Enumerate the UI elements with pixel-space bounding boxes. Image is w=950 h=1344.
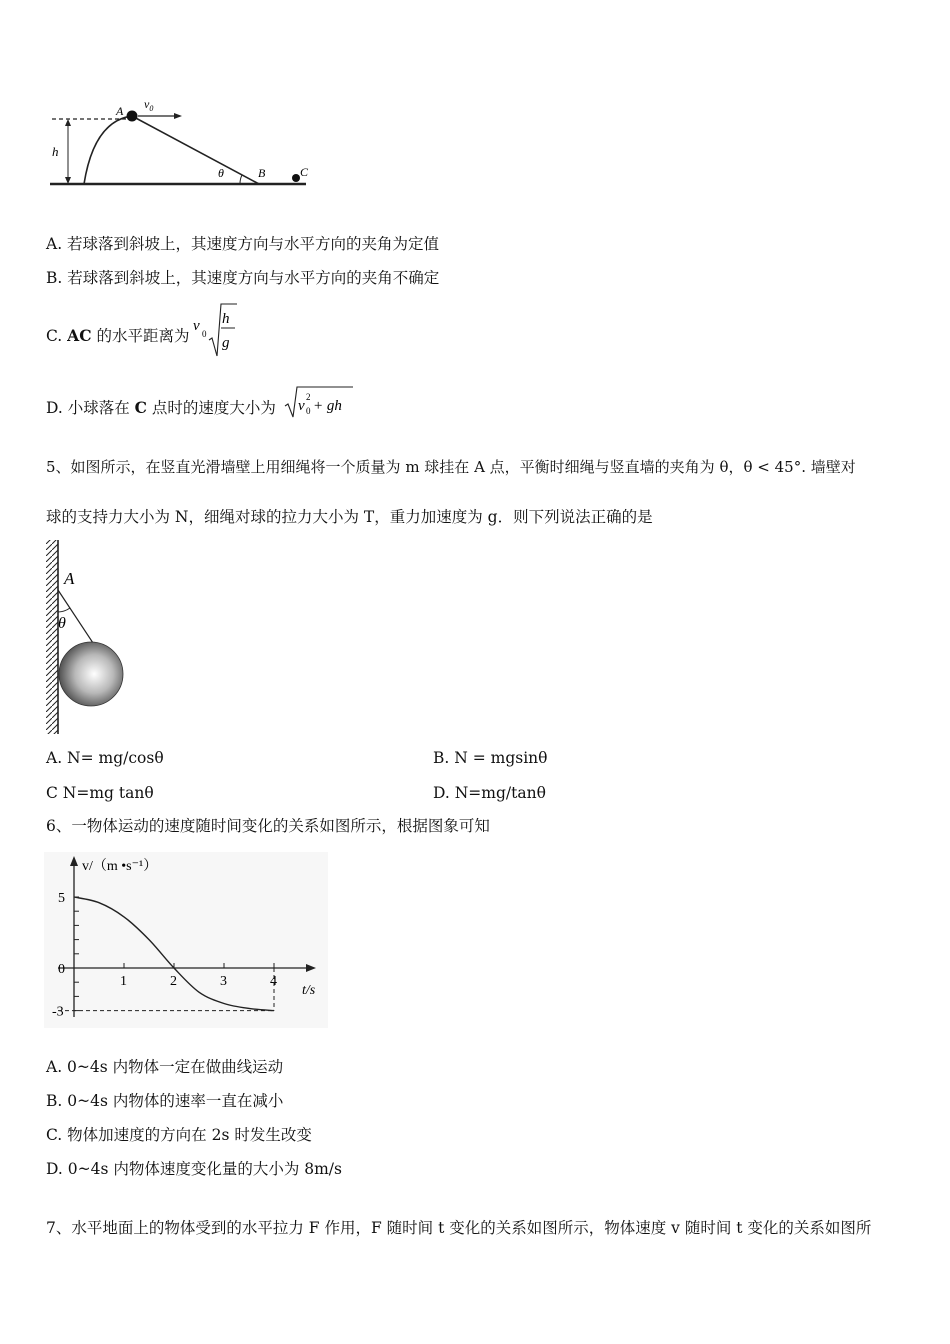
q5-stem-line1: 5、如图所示，在竖直光滑墙壁上用细绳将一个质量为 m 球挂在 A 点，平衡时细绳与竖直墙的夹角为 θ，θ < 45°. 墙壁对 <box>46 458 856 476</box>
wall-label-theta: θ <box>58 615 66 632</box>
label-theta: θ <box>218 166 224 180</box>
chart-xlabel: t/s <box>302 983 316 998</box>
theta-arc-wall <box>58 608 70 612</box>
formula-v: v <box>193 318 200 334</box>
q7-stem: 7、水平地面上的物体受到的水平拉力 F 作用，F 随时间 t 变化的关系如图所示，物体速度 v 随时间 t 变化的关系如图所 <box>46 1219 872 1237</box>
hanging-ball <box>59 642 123 706</box>
formula-den: g <box>222 335 230 351</box>
q4-option-c-text: 的水平距离为 <box>91 327 190 345</box>
q4-option-c-prefix: C. <box>46 327 68 345</box>
q4-option-c-bold: AC <box>67 326 92 345</box>
y-tick-label: -3 <box>52 1004 64 1020</box>
q5-stem-line2: 球的支持力大小为 N，细绳对球的拉力大小为 T，重力加速度为 g．则下列说法正确的是 <box>46 508 653 526</box>
label-c: C <box>300 165 309 179</box>
wall-ball-figure <box>40 538 140 738</box>
q4-option-c-formula <box>191 300 243 360</box>
slope-line <box>132 116 259 184</box>
label-h: h <box>52 144 59 159</box>
q5-option-d: D. N=mg/tanθ <box>433 784 546 802</box>
velocity-time-chart <box>44 852 328 1028</box>
q5-option-c: C N=mg tanθ <box>46 784 154 802</box>
q6-stem: 6、一物体运动的速度随时间变化的关系如图所示，根据图象可知 <box>46 817 490 835</box>
q6-option-b: B. 0~4s 内物体的速率一直在减小 <box>46 1092 284 1110</box>
y-tick-label: 0 <box>58 962 65 977</box>
q5-option-a: A. N= mg/cosθ <box>46 749 164 767</box>
x-tick-label: 3 <box>220 974 227 989</box>
formula-d-sub: 0 <box>306 406 311 416</box>
formula-num: h <box>222 311 230 327</box>
q4-option-d-bold: C <box>134 398 147 417</box>
wall-hatch <box>46 540 58 734</box>
formula-v-sub: 0 <box>202 329 207 339</box>
q4-option-d-text: D. 小球落在 <box>46 399 135 417</box>
q4-option-b: B. 若球落到斜坡上，其速度方向与水平方向的夹角不确定 <box>46 269 440 287</box>
formula-d-v: v <box>298 398 305 414</box>
chart-ylabel: v/（m •s⁻¹） <box>82 859 158 874</box>
q4-option-d-formula <box>283 384 357 420</box>
formula-d-sup: 2 <box>306 392 311 402</box>
q4-option-d <box>46 397 276 419</box>
x-tick-label: 4 <box>270 974 277 989</box>
q6-option-c: C. 物体加速度的方向在 2s 时发生改变 <box>46 1126 312 1144</box>
ball-a <box>127 111 138 122</box>
chart-background <box>44 852 328 1028</box>
wall-label-a: A <box>64 569 75 588</box>
theta-arc <box>240 175 242 184</box>
hill-curve <box>84 116 132 184</box>
label-a: A <box>116 104 124 118</box>
x-tick-label: 1 <box>120 974 127 989</box>
point-c <box>292 174 300 182</box>
q4-option-d-text2: 点时的速度大小为 <box>147 399 276 417</box>
q6-option-d: D. 0~4s 内物体速度变化量的大小为 8m/s <box>46 1160 342 1178</box>
q5-option-b: B. N = mgsinθ <box>433 749 548 767</box>
label-v0: $v_0$ <box>144 97 154 113</box>
formula-d-rest: + gh <box>313 398 342 414</box>
projectile-slope-figure <box>44 96 319 196</box>
q6-option-a: A. 0~4s 内物体一定在做曲线运动 <box>46 1058 284 1076</box>
x-tick-label: 2 <box>170 974 177 989</box>
y-tick-label: 5 <box>58 891 65 906</box>
q4-option-a: A. 若球落到斜坡上，其速度方向与水平方向的夹角为定值 <box>46 235 440 253</box>
label-b: B <box>258 166 266 180</box>
q4-option-c <box>46 316 189 356</box>
